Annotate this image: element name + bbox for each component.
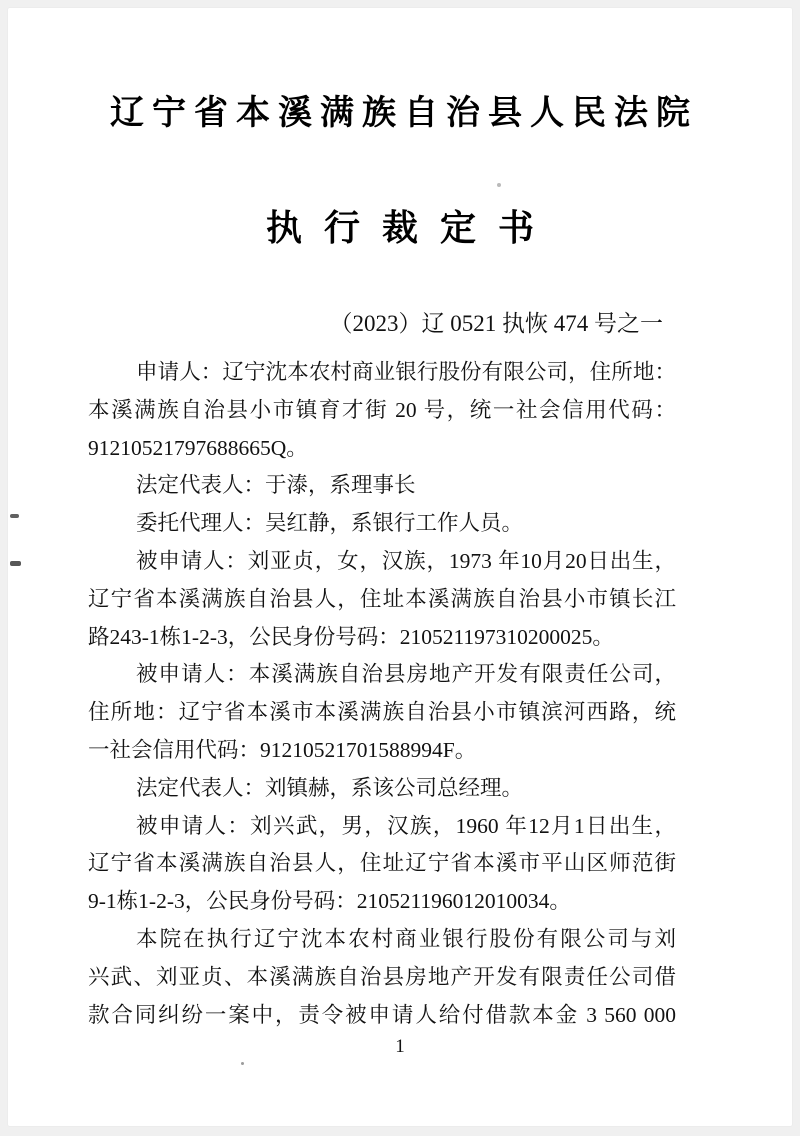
- body-line: 被申请人：刘兴武，男，汉族，1960 年12月1日出生，: [136, 813, 676, 838]
- body-line: 9-1栋1-2-3，公民身份号码：210521196012010034。: [88, 889, 571, 914]
- body-line: 法定代表人：于溙，系理事长: [136, 473, 416, 498]
- body-line: 兴武、刘亚贞、本溪满族自治县房地产开发有限责任公司借: [88, 964, 676, 989]
- scan-speck: [10, 514, 19, 518]
- body-line: 被申请人：刘亚贞，女，汉族，1973 年10月20日出生，: [136, 548, 676, 573]
- body-line: 路243-1栋1-2-3，公民身份号码：210521197310200025。: [88, 624, 614, 649]
- scan-speck: [10, 561, 21, 566]
- body-line: 辽宁省本溪满族自治县人，住址辽宁省本溪市平山区师范街: [88, 851, 676, 876]
- document-page: [8, 8, 792, 1126]
- document-body: [88, 354, 676, 1034]
- body-line: 本院在执行辽宁沈本农村商业银行股份有限公司与刘: [136, 926, 676, 951]
- body-line: 被申请人：本溪满族自治县房地产开发有限责任公司，: [136, 662, 676, 687]
- case-number: （2023）辽 0521 执恢 474 号之一: [329, 311, 663, 336]
- body-line: 法定代表人：刘镇赫，系该公司总经理。: [136, 775, 524, 800]
- body-line: 款合同纠纷一案中，责令被申请人给付借款本金 3 560 000: [88, 1002, 676, 1027]
- body-line: 91210521797688665Q。: [88, 435, 308, 460]
- body-line: 委托代理人：吴红静，系银行工作人员。: [136, 511, 524, 536]
- page-number: 1: [395, 1036, 405, 1057]
- scan-speck: [497, 183, 501, 187]
- body-line: 住所地：辽宁省本溪市本溪满族自治县小市镇滨河西路，统: [88, 700, 676, 725]
- body-line: 辽宁省本溪满族自治县人，住址本溪满族自治县小市镇长江: [88, 586, 676, 611]
- body-line: 申请人：辽宁沈本农村商业银行股份有限公司，住所地：: [136, 360, 676, 384]
- body-line: 本溪满族自治县小市镇育才街 20 号，统一社会信用代码：: [88, 397, 676, 422]
- body-line: 一社会信用代码：91210521701588994F。: [88, 737, 477, 762]
- court-name: 辽宁省本溪满族自治县人民法院: [110, 95, 698, 132]
- scan-speck: [241, 1062, 244, 1065]
- document-title: 执行裁定书: [265, 208, 556, 248]
